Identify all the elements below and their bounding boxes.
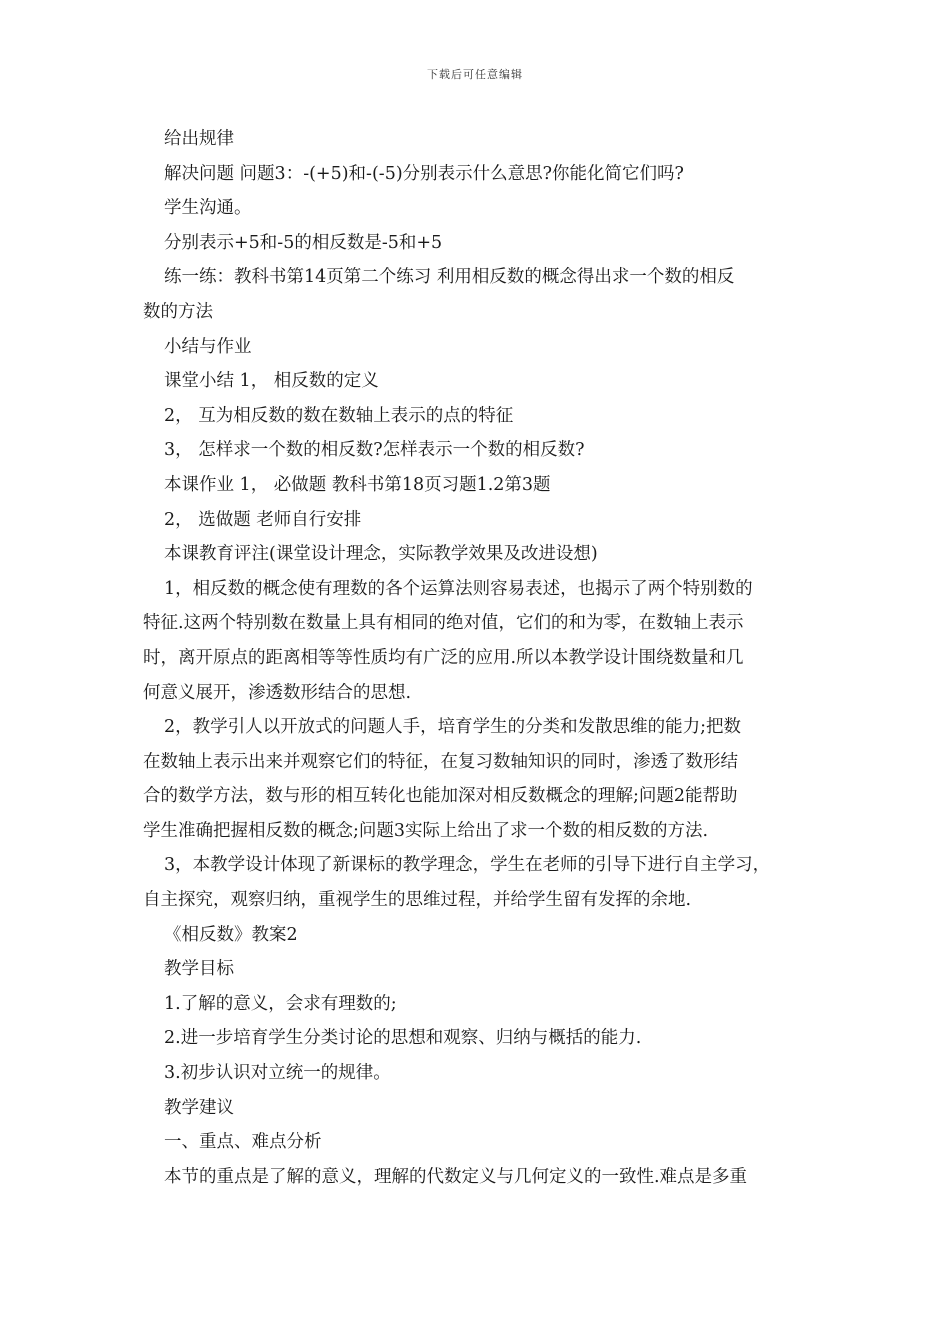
text-line: 自主探究，观察归纳，重视学生的思维过程，并给学生留有发挥的余地. [143,890,692,911]
text-line: 2， 选做题 老师自行安排 [164,509,362,530]
text-line: 分别表示+5和-5的相反数是-5和+5 [164,232,443,253]
text-line: 2，教学引人以开放式的问题人手，培育学生的分类和发散思维的能力;把数 [164,717,742,738]
text-line: 数的方法 [143,301,213,322]
text-line: 时，离开原点的距离相等等性质均有广泛的应用.所以本教学设计围绕数量和几 [143,647,744,668]
text-line: 本课教育评注(课堂设计理念，实际教学效果及改进设想) [164,544,598,565]
text-line: 何意义展开，渗透数形结合的思想. [143,682,412,703]
text-line: 在数轴上表示出来并观察它们的特征，在复习数轴知识的同时，渗透了数形结 [143,751,738,772]
text-line: 特征.这两个特别数在数量上具有相同的绝对值，它们的和为零，在数轴上表示 [143,613,744,634]
text-line: 解决问题 问题3：-(+5)和-(-5)分别表示什么意思?你能化简它们吗? [164,163,684,184]
text-line: 《相反数》教案2 [164,924,298,945]
text-line: 学生沟通。 [164,198,252,219]
text-line: 练一练：教科书第14页第二个练习 利用相反数的概念得出求一个数的相反 [164,267,735,288]
text-line: 2.进一步培育学生分类讨论的思想和观察、归纳与概括的能力. [164,1028,642,1049]
text-line: 2， 互为相反数的数在数轴上表示的点的特征 [164,405,514,426]
document-body [143,122,815,1194]
text-line: 学生准确把握相反数的概念;问题3实际上给出了求一个数的相反数的方法. [143,820,709,841]
text-line: 3，本教学设计体现了新课标的教学理念，学生在老师的引导下进行自主学习， [164,855,771,876]
text-line: 本课作业 1， 必做题 教科书第18页习题1.2第3题 [164,474,551,495]
text-line: 小结与作业 [164,336,252,357]
text-line: 课堂小结 1， 相反数的定义 [164,371,379,392]
text-line: 3.初步认识对立统一的规律。 [164,1063,391,1084]
text-line: 本节的重点是了解的意义，理解的代数定义与几何定义的一致性.难点是多重 [164,1166,748,1187]
text-line: 3， 怎样求一个数的相反数?怎样表示一个数的相反数? [164,440,585,461]
text-line: 教学目标 [164,959,234,980]
text-line: 1.了解的意义，会求有理数的; [164,993,397,1014]
text-line: 教学建议 [164,1097,234,1118]
text-line: 给出规律 [164,129,234,149]
text-line: 合的数学方法，数与形的相互转化也能加深对相反数概念的理解;问题2能帮助 [143,786,738,807]
text-line: 1，相反数的概念使有理数的各个运算法则容易表述，也揭示了两个特别数的 [164,578,753,599]
text-line: 一、重点、难点分析 [164,1132,322,1153]
page-header: 下载后可任意编辑 [427,68,523,81]
